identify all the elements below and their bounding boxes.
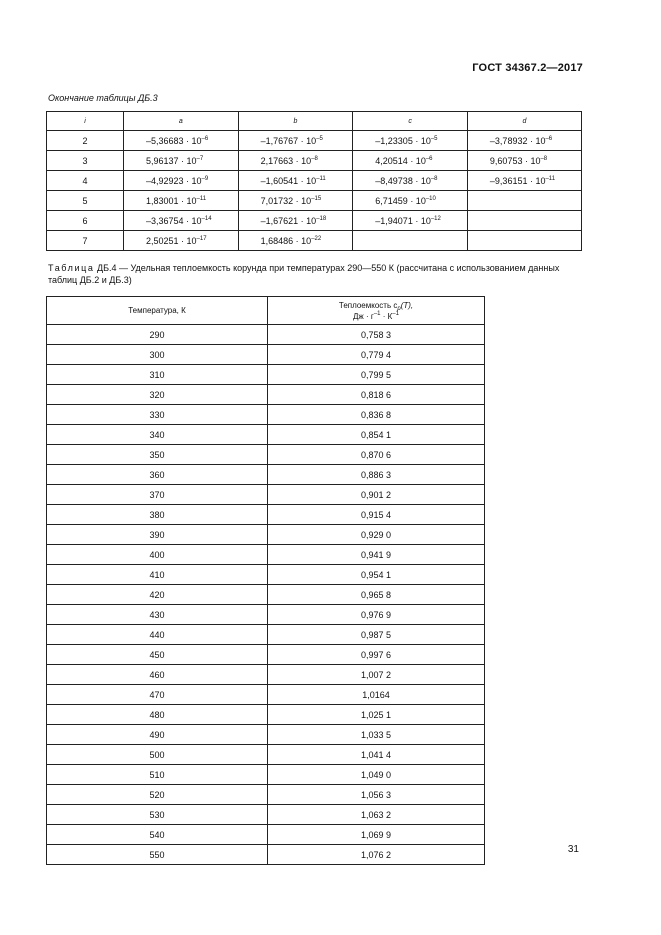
mantissa: –1,60541 · 10 (260, 175, 317, 186)
mantissa: –1,94071 · 10 (375, 215, 431, 226)
exponent: –17 (196, 235, 207, 242)
table-row (47, 385, 485, 405)
exponent: –6 (545, 135, 553, 142)
exponent: –22 (311, 235, 322, 242)
table-continuation-caption: Окончание таблицы ДБ.3 (48, 93, 158, 103)
cell-temperature: 440 (47, 625, 268, 645)
mantissa: –4,92923 · 10 (146, 175, 202, 186)
mantissa: –3,78932 · 10 (489, 135, 546, 146)
cell-c (353, 171, 468, 191)
table-row (47, 745, 485, 765)
cell-temperature: 520 (47, 785, 268, 805)
cell-heat-capacity: 0,799 5 (268, 365, 485, 385)
table-row (47, 325, 485, 345)
cell-temperature: 420 (47, 585, 268, 605)
exponent: –11 (545, 175, 556, 182)
table-row (47, 845, 485, 865)
header-b: b (238, 112, 353, 131)
cell-c (353, 131, 468, 151)
exponent: –6 (425, 155, 433, 162)
cell-heat-capacity: 0,836 8 (268, 405, 485, 425)
exponent: –5 (430, 135, 438, 142)
coefficient-row (47, 211, 582, 231)
cell-b (238, 231, 353, 251)
cell-heat-capacity: 1,007 2 (268, 665, 485, 685)
exponent: –6 (201, 135, 209, 142)
cell-temperature: 320 (47, 385, 268, 405)
cell-b (238, 131, 353, 151)
table-caption (48, 262, 588, 286)
heat-capacity-table (46, 296, 485, 865)
table-row (47, 725, 485, 745)
cell-heat-capacity: 1,0164 (268, 685, 485, 705)
exponent: –5 (316, 135, 323, 142)
mantissa: –1,23305 · 10 (375, 135, 431, 146)
cell-i: 4 (47, 171, 124, 191)
mantissa: 1,83001 · 10 (146, 195, 197, 206)
coefficient-table-body (47, 131, 582, 251)
page-number: 31 (567, 844, 579, 855)
table-row (47, 685, 485, 705)
cell-temperature: 530 (47, 805, 268, 825)
cell-b (238, 191, 353, 211)
table-row (47, 525, 485, 545)
cell-heat-capacity: 0,915 4 (268, 505, 485, 525)
cell-d (467, 211, 581, 231)
cell-i: 3 (47, 151, 124, 171)
table-row (47, 405, 485, 425)
mantissa: –1,67621 · 10 (260, 215, 317, 226)
cell-a (124, 151, 239, 171)
mantissa: 6,71459 · 10 (375, 195, 426, 206)
cell-heat-capacity: 1,056 3 (268, 785, 485, 805)
exponent: –14 (201, 215, 212, 222)
table-row (47, 425, 485, 445)
table-row (47, 485, 485, 505)
mantissa: 2,50251 · 10 (146, 235, 197, 246)
cell-temperature: 380 (47, 505, 268, 525)
mantissa: –8,49738 · 10 (375, 175, 431, 186)
cell-c (353, 231, 468, 251)
cell-temperature: 300 (47, 345, 268, 365)
cell-heat-capacity: 0,901 2 (268, 485, 485, 505)
mantissa: 4,20514 · 10 (375, 155, 426, 166)
table-row (47, 585, 485, 605)
cell-temperature: 540 (47, 825, 268, 845)
cell-i: 5 (47, 191, 124, 211)
cell-heat-capacity: 0,758 3 (268, 325, 485, 345)
cell-temperature: 470 (47, 685, 268, 705)
cell-heat-capacity: 1,063 2 (268, 805, 485, 825)
cell-heat-capacity: 0,886 3 (268, 465, 485, 485)
mantissa: –9,36151 · 10 (489, 175, 546, 186)
cell-b (238, 171, 353, 191)
header-d: d (467, 112, 581, 131)
cell-i: 2 (47, 131, 124, 151)
cell-temperature: 370 (47, 485, 268, 505)
cell-heat-capacity: 0,941 9 (268, 545, 485, 565)
cell-heat-capacity: 0,976 9 (268, 605, 485, 625)
cell-a (124, 191, 239, 211)
cell-temperature: 400 (47, 545, 268, 565)
table-row (47, 505, 485, 525)
cell-heat-capacity: 0,965 8 (268, 585, 485, 605)
cell-c (353, 191, 468, 211)
coefficient-table (46, 111, 582, 251)
cell-heat-capacity: 0,929 0 (268, 525, 485, 545)
table-row (47, 805, 485, 825)
table-caption-text: ДБ.4 — Удельная теплоемкость корунда при температурах 290—550 К (рассчитана с использованием данных таблиц ДБ.2 и ДБ.3) (48, 263, 560, 285)
header-temperature: Температура, К (47, 297, 268, 325)
exponent: –8 (430, 175, 438, 182)
cell-temperature: 490 (47, 725, 268, 745)
cell-temperature: 550 (47, 845, 268, 865)
mantissa: –1,76767 · 10 (260, 135, 317, 146)
header-c: c (353, 112, 468, 131)
cell-a (124, 211, 239, 231)
cell-temperature: 430 (47, 605, 268, 625)
cell-temperature: 460 (47, 665, 268, 685)
exponent: –9 (201, 175, 209, 182)
header-a: a (124, 112, 239, 131)
cell-b (238, 211, 353, 231)
cell-d (467, 171, 581, 191)
cell-d (467, 231, 581, 251)
cell-temperature: 360 (47, 465, 268, 485)
exponent: –7 (196, 155, 204, 162)
cell-temperature: 410 (47, 565, 268, 585)
header-cp-unit: Дж · $г^{-1} \cdot К^{-1}$ (353, 310, 399, 321)
cell-heat-capacity: 0,987 5 (268, 625, 485, 645)
exponent: –10 (425, 195, 436, 202)
table-row (47, 825, 485, 845)
cell-temperature: 290 (47, 325, 268, 345)
mantissa: 5,96137 · 10 (146, 155, 197, 166)
exponent: –8 (311, 155, 318, 162)
cell-heat-capacity: 0,854 1 (268, 425, 485, 445)
mantissa: –5,36683 · 10 (146, 135, 202, 146)
cell-temperature: 340 (47, 425, 268, 445)
coefficient-row (47, 191, 582, 211)
table-row (47, 645, 485, 665)
coefficient-row (47, 151, 582, 171)
table-row (47, 565, 485, 585)
coefficient-row (47, 131, 582, 151)
exponent: –15 (311, 195, 322, 202)
heat-capacity-table-body (47, 325, 485, 865)
cell-heat-capacity: 1,033 5 (268, 725, 485, 745)
table-row (47, 545, 485, 565)
table-row (47, 605, 485, 625)
cell-heat-capacity: 1,041 4 (268, 745, 485, 765)
cell-d (467, 151, 581, 171)
cell-heat-capacity: 0,997 6 (268, 645, 485, 665)
cell-d (467, 131, 581, 151)
table-row (47, 665, 485, 685)
table-row (47, 445, 485, 465)
cell-temperature: 390 (47, 525, 268, 545)
exponent: –11 (196, 195, 207, 202)
cell-c (353, 211, 468, 231)
cell-temperature: 350 (47, 445, 268, 465)
header-i: i (47, 112, 124, 131)
cell-heat-capacity: 1,076 2 (268, 845, 485, 865)
cell-i: 6 (47, 211, 124, 231)
document-code: ГОСТ 34367.2—2017 (472, 62, 583, 74)
heat-capacity-header-row (47, 297, 485, 325)
cell-temperature: 510 (47, 765, 268, 785)
cell-heat-capacity: 1,069 9 (268, 825, 485, 845)
mantissa: 9,60753 · 10 (489, 155, 541, 166)
coefficient-table-header-row (47, 112, 582, 131)
table-row (47, 465, 485, 485)
cell-i: 7 (47, 231, 124, 251)
mantissa: 1,68486 · 10 (260, 235, 312, 246)
cell-a (124, 171, 239, 191)
cell-heat-capacity: 1,049 0 (268, 765, 485, 785)
cell-heat-capacity: 1,025 1 (268, 705, 485, 725)
mantissa: 7,01732 · 10 (260, 195, 312, 206)
table-row (47, 705, 485, 725)
cell-heat-capacity: 0,954 1 (268, 565, 485, 585)
table-row (47, 785, 485, 805)
cell-c (353, 151, 468, 171)
header-heat-capacity (268, 297, 485, 325)
cell-heat-capacity: 0,779 4 (268, 345, 485, 365)
table-caption-label: Таблица (48, 263, 95, 273)
cell-a (124, 231, 239, 251)
mantissa: 2,17663 · 10 (260, 155, 312, 166)
cell-b (238, 151, 353, 171)
cell-a (124, 131, 239, 151)
cell-temperature: 310 (47, 365, 268, 385)
table-row (47, 345, 485, 365)
cell-temperature: 450 (47, 645, 268, 665)
coefficient-row (47, 231, 582, 251)
table-row (47, 765, 485, 785)
table-row (47, 625, 485, 645)
cell-heat-capacity: 0,818 6 (268, 385, 485, 405)
exponent: –12 (430, 215, 441, 222)
table-row (47, 365, 485, 385)
exponent: –18 (316, 215, 327, 222)
header-cp-line1: Теплоемкость $c_p(T)$, (338, 300, 414, 312)
mantissa: –3,36754 · 10 (146, 215, 202, 226)
cell-heat-capacity: 0,870 6 (268, 445, 485, 465)
coefficient-row (47, 171, 582, 191)
exponent: –11 (316, 175, 326, 182)
cell-d (467, 191, 581, 211)
cell-temperature: 500 (47, 745, 268, 765)
cell-temperature: 480 (47, 705, 268, 725)
exponent: –8 (540, 155, 548, 162)
cell-temperature: 330 (47, 405, 268, 425)
